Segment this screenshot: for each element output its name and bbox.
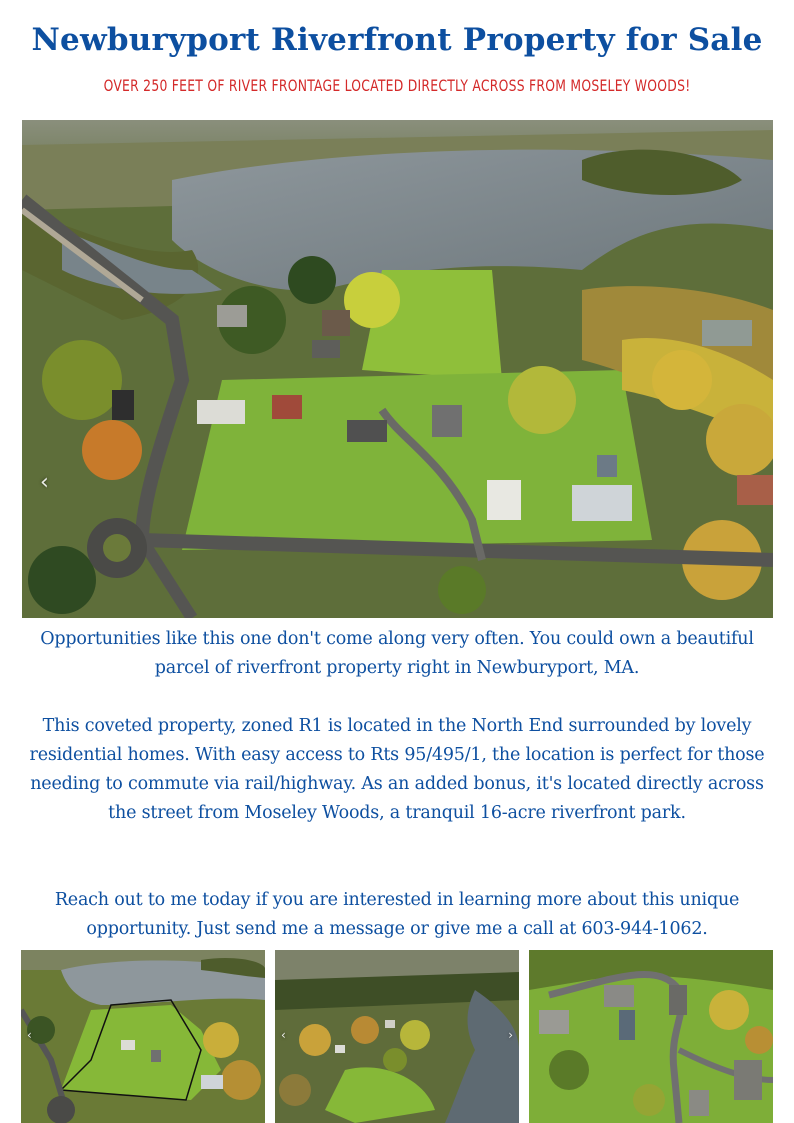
thumbnail-overhead-illustration <box>529 950 773 1123</box>
intro-paragraph: Opportunities like this one don't come along very often. You could own a beautiful parcel of riverfront property right in Newburyport, MA. <box>40 629 754 678</box>
thumbnail-river-illustration <box>275 950 519 1123</box>
thumbnail-photo-river <box>275 950 519 1123</box>
page-title: Newburyport Riverfront Property for Sale <box>31 22 763 58</box>
contact-paragraph: Reach out to me today if you are interested in learning more about this unique opportunity. Just send me a message or give me a call at 603-944-1062. <box>54 890 740 939</box>
hero-aerial-illustration <box>22 120 773 618</box>
details-paragraph: This coveted property, zoned R1 is located in the North End surrounded by lovely residential homes. With easy access to Rts 95/495/1, the location is perfect for those needing to commute via rail/highway. As an added bonus, it's located directly across the street from Moseley Woods, a tranquil 16-acre riverfront park. <box>29 716 765 823</box>
page-subtitle: OVER 250 FEET OF RIVER FRONTAGE LOCATED DIRECTLY ACROSS FROM MOSELEY WOODS! <box>103 76 691 95</box>
thumbnail1-prev-arrow-icon[interactable]: ‹ <box>27 1028 32 1042</box>
thumbnail2-prev-arrow-icon[interactable]: ‹ <box>281 1028 286 1042</box>
thumbnail-photo-boundary <box>21 950 265 1123</box>
thumbnail-photo-overhead <box>529 950 773 1123</box>
hero-aerial-photo <box>22 120 773 618</box>
thumbnail2-next-arrow-icon[interactable]: › <box>508 1028 513 1042</box>
hero-prev-arrow-icon[interactable]: ‹ <box>40 470 49 495</box>
thumbnail-boundary-illustration <box>21 950 265 1123</box>
